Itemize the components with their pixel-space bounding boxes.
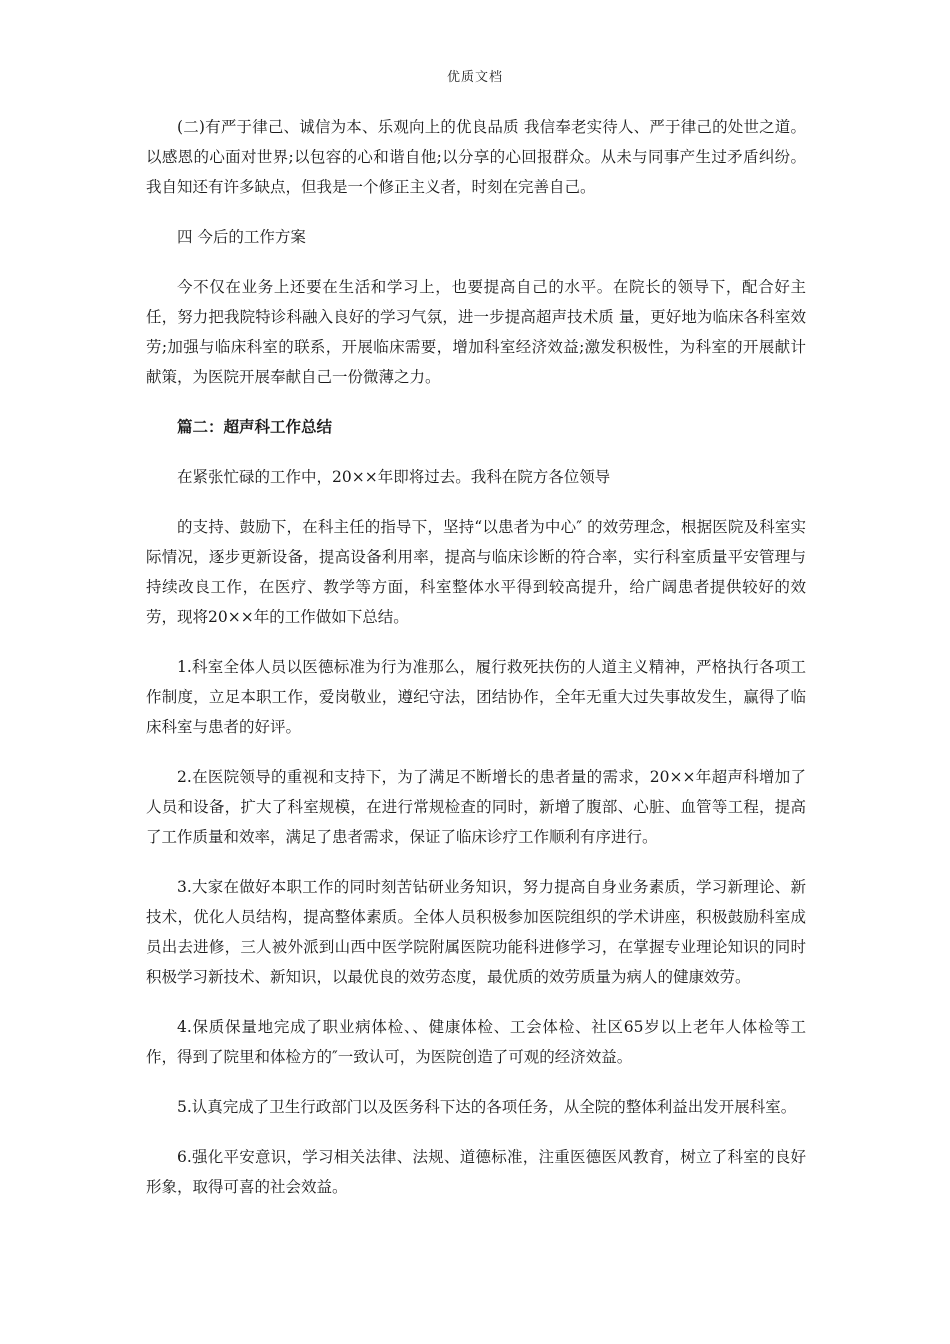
article-title: 篇二：超声科工作总结 — [177, 417, 333, 436]
list-item-4: 4.保质保量地完成了职业病体检、、健康体检、工会体检、社区65岁以上老年人体检等工作，得到了院里和体检方的″一致认可，为医院创造了可观的经济效益。 — [146, 1018, 806, 1066]
paragraph-future-plan: 今不仅在业务上还要在生活和学习上，也要提高自己的水平。在院长的领导下，配合好主任，努力把我院特诊科融入良好的学习气氛，进一步提高超声技术质 量，更好地为临床各科室效劳;加强与临床科室的联系，开展临床需要，增加科室经济效益;激发积极性，为科室的开展献计献策，为医院开展奉献自己一份微薄之力。 — [146, 278, 806, 386]
paragraph-intro-body: 的支持、鼓励下，在科主任的指导下，坚持“以患者为中心″ 的效劳理念，根据医院及科室实际情况，逐步更新设备，提高设备利用率，提高与临床诊断的符合率，实行科室质量平安管理与持续改良工作，在医疗、教学等方面，科室整体水平得到较高提升，给广阔患者提供较好的效劳，现将20××年的工作做如下总结。 — [146, 518, 806, 626]
section-heading-future-plan: 四 今后的工作方案 — [177, 228, 306, 246]
paragraph-personal-qualities: (二)有严于律己、诚信为本、乐观向上的优良品质 我信奉老实待人、严于律己的处世之道。以感恩的心面对世界;以包容的心和谐自他;以分享的心回报群众。从未与同事产生过矛盾纠纷。我自知还有许多缺点，但我是一个修正主义者，时刻在完善自己。 — [146, 118, 806, 196]
paragraph-intro-line: 在紧张忙碌的工作中，20××年即将过去。我科在院方各位领导 — [177, 468, 611, 486]
list-item-2: 2.在医院领导的重视和支持下，为了满足不断增长的患者量的需求，20××年超声科增加了人员和设备，扩大了科室规模，在进行常规检查的同时，新增了腹部、心脏、血管等工程，提高了工作质量和效率，满足了患者需求，保证了临床诊疗工作顺利有序进行。 — [146, 768, 806, 846]
list-item-6: 6.强化平安意识，学习相关法律、法规、道德标准，注重医德医风教育，树立了科室的良好形象，取得可喜的社会效益。 — [146, 1148, 806, 1196]
list-item-3: 3.大家在做好本职工作的同时刻苦钻研业务知识，努力提高自身业务素质，学习新理论、新技术，优化人员结构，提高整体素质。全体人员积极参加医院组织的学术讲座，积极鼓励科室成员出去进修，三人被外派到山西中医学院附属医院功能科进修学习，在掌握专业理论知识的同时积极学习新技术、新知识，以最优良的效劳态度，最优质的效劳质量为病人的健康效劳。 — [146, 878, 806, 986]
document-header: 优质文档 — [446, 70, 503, 85]
document-body — [146, 112, 806, 1222]
list-item-1: 1.科室全体人员以医德标准为行为准那么，履行救死扶伤的人道主义精神，严格执行各项工作制度，立足本职工作，爱岗敬业，遵纪守法，团结协作，全年无重大过失事故发生，赢得了临床科室与患者的好评。 — [146, 658, 806, 736]
list-item-5: 5.认真完成了卫生行政部门以及医务科下达的各项任务，从全院的整体利益出发开展科室。 — [177, 1098, 797, 1116]
